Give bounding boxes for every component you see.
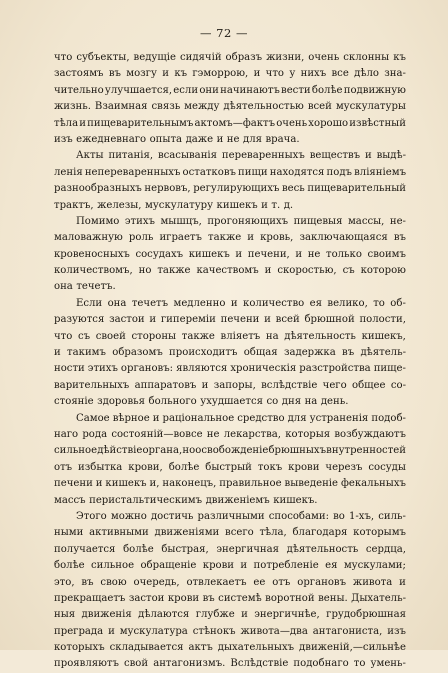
text-line: варительныхъ аппаратовъ и запоры, вслѣдствіе чего общее со- bbox=[54, 379, 406, 391]
text-line: Этого можно достичь различными способами: во 1-хъ, силь- bbox=[76, 510, 406, 522]
text-line: Помимо этихъ мышцъ, прогоняющихъ пищевыя массы, не- bbox=[76, 215, 406, 227]
page-number: — 72 — bbox=[200, 26, 248, 40]
text-line: преграда и мускулатура стѣнокъ живота—два антагониста, изъ bbox=[54, 625, 406, 637]
text-line: болѣе сильное обращеніе крови и потребленіе ея мускулами; bbox=[54, 560, 406, 572]
text-line: и такимъ образомъ происходитъ общая задержка въ дѣятель- bbox=[54, 347, 406, 359]
text-line: печени и кишекъ и, наконецъ, правильное выведеніе фекальныхъ bbox=[54, 478, 406, 490]
text-line: отъ избытка крови, болѣе быстрый токъ крови черезъ сосуды bbox=[54, 461, 406, 473]
text-line: количествомъ, но также качествомъ и скоростью, съ которою bbox=[54, 265, 406, 277]
text-line: чительно улучшается, если они начинаютъ вести болѣе подвижную bbox=[54, 84, 406, 96]
text-line: Если она течетъ медленно и количество ея велико, то об- bbox=[76, 297, 406, 309]
text-line: маловажную роль играетъ также и кровь, заключающаяся въ bbox=[54, 232, 406, 244]
text-line: застоямъ въ мозгу и къ гэморрою, и что у нихъ все дѣло зна- bbox=[54, 68, 406, 80]
text-line: ности этихъ органовъ: являются хроническія разстройства пище- bbox=[54, 363, 406, 375]
body-text bbox=[54, 50, 406, 673]
text-line: изъ ежедневнаго опыта даже и не для врача. bbox=[54, 133, 300, 145]
text-line: получается болѣе быстрая, энергичная дѣятельность сердца, bbox=[54, 543, 406, 555]
text-line: разнообразныхъ нервовъ, регулирующихъ весь пищеварительный bbox=[54, 183, 406, 195]
text-line: что съ своей стороны также вліяетъ на дѣятельность кишекъ, bbox=[54, 330, 406, 342]
text-line: Самое вѣрное и раціональное средство для устраненія подоб- bbox=[76, 412, 406, 424]
text-line: которыхъ складывается актъ дыхательныхъ движеній,—сильнѣе bbox=[54, 642, 406, 654]
text-line: сильное дѣйствіе органа, но освобожденіе брюшныхъ внутренностей bbox=[54, 445, 406, 457]
text-line: ленія непереваренныхъ остатковъ пищи находятся подъ вліяніемъ bbox=[54, 166, 406, 178]
text-line: стояніе здоровья больного ухудшается со дня на день. bbox=[54, 396, 349, 408]
text-line: ными активными движеніями всего тѣла, благодаря которымъ bbox=[54, 527, 406, 539]
text-line: разуются застои и гипереміи печени и всей брюшной полости, bbox=[54, 314, 406, 326]
text-line: наго рода состояній—вовсе не лекарства, которыя возбуждаютъ bbox=[54, 428, 406, 440]
text-line: что субъекты, ведущіе сидячій образъ жизни, очень склонны къ bbox=[54, 52, 406, 63]
text-line: она течетъ. bbox=[54, 281, 116, 293]
text-line: трактъ, железы, мускулатуру кишекъ и т. д. bbox=[54, 199, 294, 211]
text-line: тѣла и пищеварительнымъ актомъ—фактъ очень хорошо извѣстный bbox=[54, 117, 406, 129]
text-line: ныя движенія дѣлаются глубже и энергичнѣе, грудобрюшная bbox=[54, 609, 406, 621]
text-line: Акты питанія, всасыванія переваренныхъ веществъ и выдѣ- bbox=[76, 150, 406, 162]
text-line: это, въ свою очередь, отвлекаетъ ее отъ органовъ живота и bbox=[54, 576, 406, 588]
text-line: кровеносныхъ сосудахъ кишекъ и печени, и не только своимъ bbox=[54, 248, 406, 260]
text-line: массъ перистальтическимъ движеніемъ кишекъ. bbox=[54, 494, 318, 506]
text-line: жизнь. Взаимная связь между дѣятельностью всей мускулатуры bbox=[54, 101, 406, 113]
text-line: прекращаетъ застои крови въ системѣ воротной вены. Дыхатель- bbox=[54, 592, 406, 604]
text-line: проявляютъ свой антагонизмъ. Вслѣдствіе подобнаго то умень- bbox=[54, 658, 406, 670]
